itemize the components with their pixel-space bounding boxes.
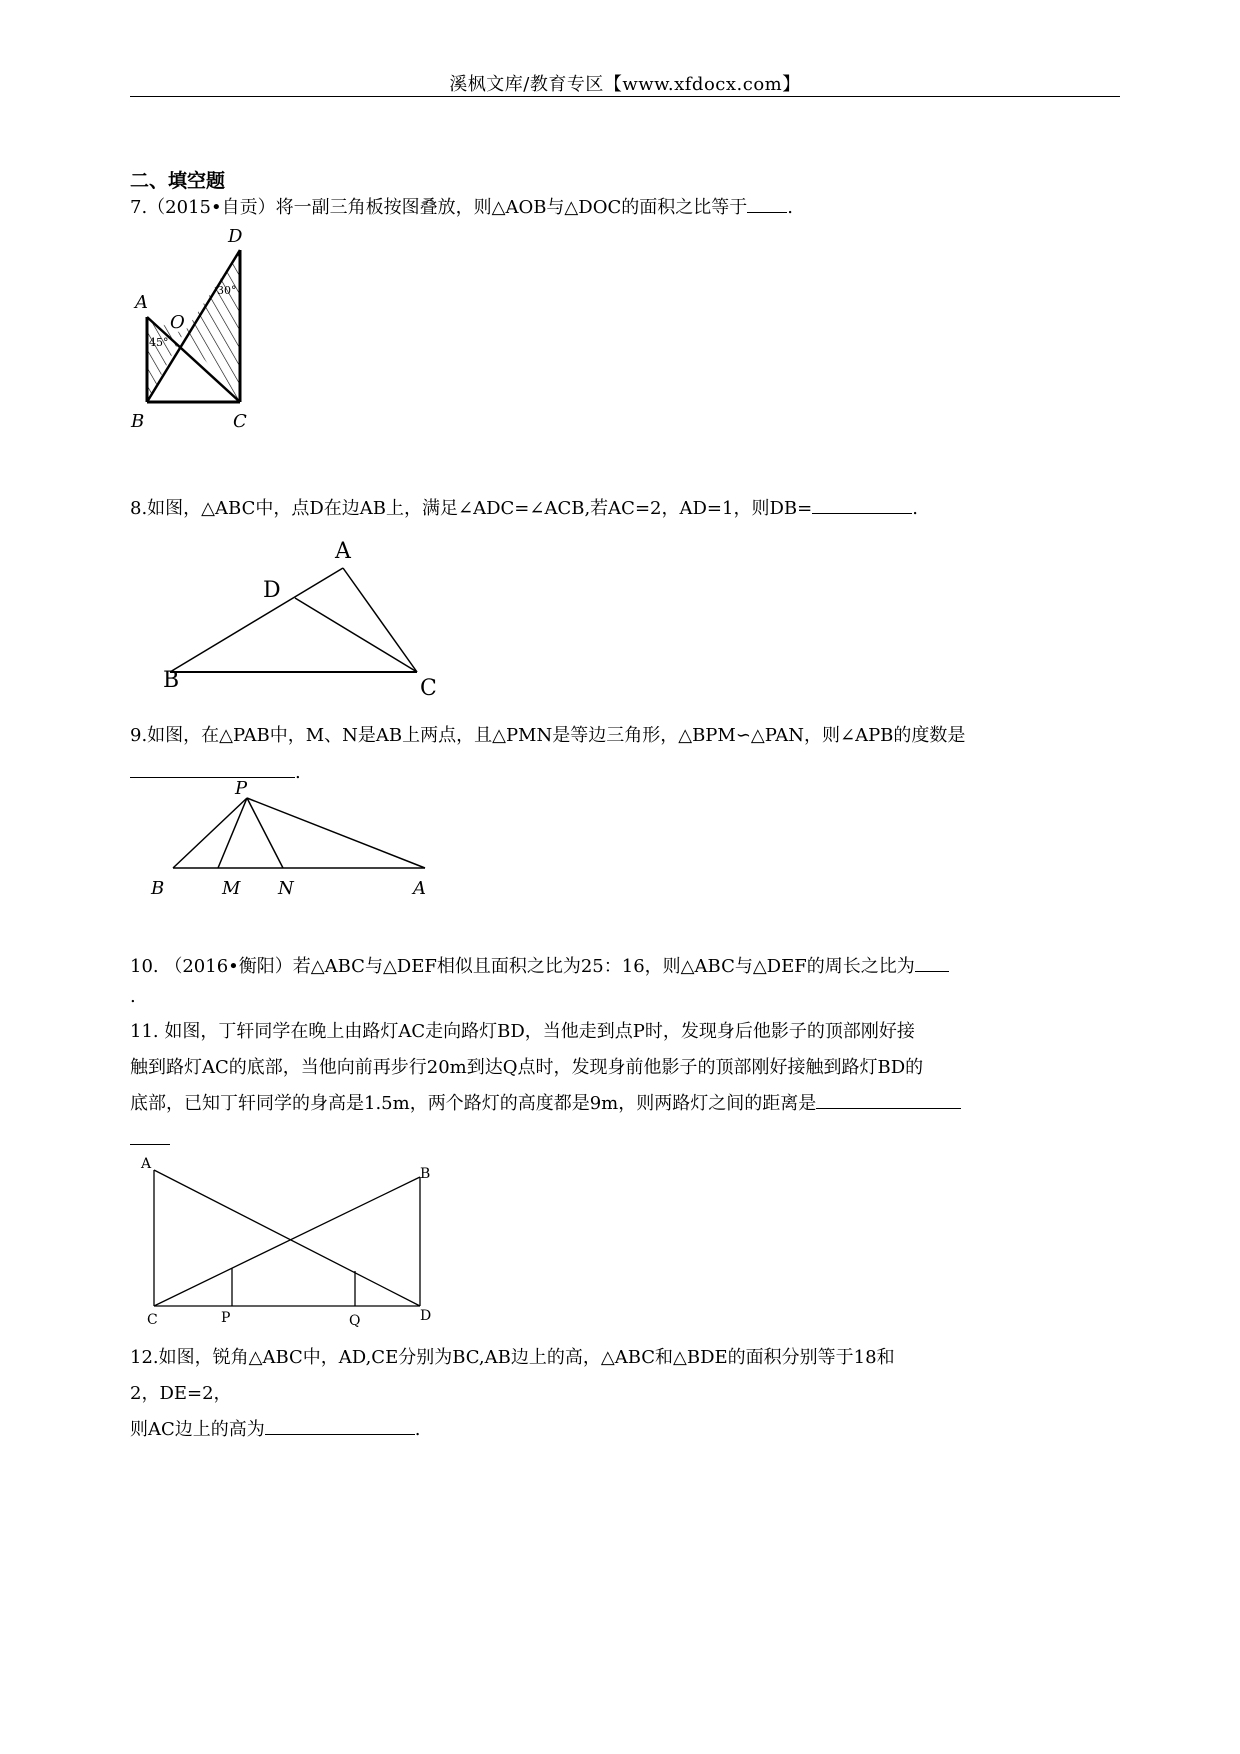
answer-blank[interactable] <box>747 194 787 213</box>
label-n: N <box>278 878 294 899</box>
figure-q9 <box>145 778 445 900</box>
question-9-end: . <box>295 762 301 783</box>
figure-q8 <box>155 535 455 705</box>
question-10-text: 10. （2016•衡阳）若△ABC与△DEF相似且面积之比为25：16，则△ABC与△DEF的周长之比为 <box>130 956 915 977</box>
figure-q11 <box>135 1150 445 1335</box>
segment-pm <box>218 798 247 868</box>
label-b: B <box>151 878 165 899</box>
label-a: A <box>413 878 426 899</box>
segment-ba <box>170 568 343 672</box>
segment-bp <box>173 798 247 868</box>
label-p: P <box>221 1310 231 1326</box>
question-11-line-3-text: 底部，已知丁轩同学的身高是1.5m，两个路灯的高度都是9m，则两路灯之间的距离是 <box>130 1093 817 1114</box>
question-7-end: . <box>787 197 793 218</box>
answer-blank-continued[interactable] <box>130 1126 170 1145</box>
question-8-text: 8.如图，△ABC中，点D在边AB上，满足∠ADC=∠ACB,若AC=2，AD=1，则DB= <box>130 498 813 519</box>
question-7 <box>130 191 793 225</box>
label-p: P <box>235 778 248 799</box>
answer-blank[interactable] <box>915 953 949 972</box>
answer-blank[interactable] <box>130 759 295 778</box>
section-title: 二、填空题 <box>130 170 226 192</box>
page-header: 溪枫文库/教育专区【www.xfdocx.com】 <box>449 74 801 95</box>
answer-blank[interactable] <box>812 495 912 514</box>
question-8 <box>130 492 918 526</box>
answer-blank[interactable] <box>265 1416 415 1435</box>
question-10 <box>130 950 949 984</box>
question-12-line-1: 12.如图，锐角△ABC中，AD,CE分别为BC,AB边上的高，△ABC和△BDE的面积分别等于18和 <box>130 1347 895 1368</box>
figure-q7 <box>125 222 265 434</box>
question-7-text: 7.（2015•自贡）将一副三角板按图叠放，则△AOB与△DOC的面积之比等于 <box>130 197 748 218</box>
question-9-text: 9.如图，在△PAB中，M、N是AB上两点，且△PMN是等边三角形，△BPM∽△PAN，则∠APB的度数是 <box>130 725 966 746</box>
question-11 <box>130 1014 1120 1158</box>
label-b: B <box>420 1166 431 1182</box>
answer-blank[interactable] <box>816 1090 961 1109</box>
segment-bc <box>154 1177 420 1306</box>
question-11-line-2: 触到路灯AC的底部，当他向前再步行20m到达Q点时，发现身前他影子的顶部刚好接触到路灯BD的 <box>130 1057 924 1078</box>
segment-dc <box>295 598 417 672</box>
segment-pa <box>247 798 425 868</box>
angle-45-label: 45° <box>149 336 169 349</box>
question-10-end-line <box>130 980 136 1014</box>
label-b: B <box>131 411 145 432</box>
label-c: C <box>233 411 247 432</box>
label-b: B <box>163 668 180 693</box>
segment-ad <box>154 1170 420 1306</box>
label-d: D <box>228 226 243 247</box>
label-q: Q <box>349 1313 361 1329</box>
segment-pn <box>247 798 283 868</box>
label-d: D <box>263 578 281 603</box>
triangle-doc-shaded <box>183 250 240 402</box>
question-10-end: . <box>130 986 136 1007</box>
label-a: A <box>141 1156 152 1172</box>
question-12 <box>130 1340 1120 1448</box>
question-9 <box>130 719 965 753</box>
label-o: O <box>170 312 185 333</box>
angle-30-label: 30° <box>217 284 237 297</box>
question-12-end: . <box>414 1419 421 1440</box>
label-a: A <box>335 539 351 564</box>
question-8-end: . <box>912 498 918 519</box>
label-a: A <box>135 292 148 313</box>
label-m: M <box>222 878 241 899</box>
header-divider <box>130 96 1120 97</box>
question-11-line-1: 11. 如图，丁轩同学在晚上由路灯AC走向路灯BD，当他走到点P时，发现身后他影子的顶部刚好接 <box>130 1021 915 1042</box>
segment-ac <box>343 568 417 672</box>
label-c: C <box>420 676 437 701</box>
question-12-line-3-text: 则AC边上的高为 <box>130 1419 265 1440</box>
question-12-line-2: 2，DE=2， <box>130 1383 232 1404</box>
question-12-line-3 <box>130 1412 1120 1448</box>
label-d: D <box>420 1308 432 1324</box>
label-c: C <box>147 1312 158 1328</box>
question-11-line-3 <box>130 1086 1120 1122</box>
